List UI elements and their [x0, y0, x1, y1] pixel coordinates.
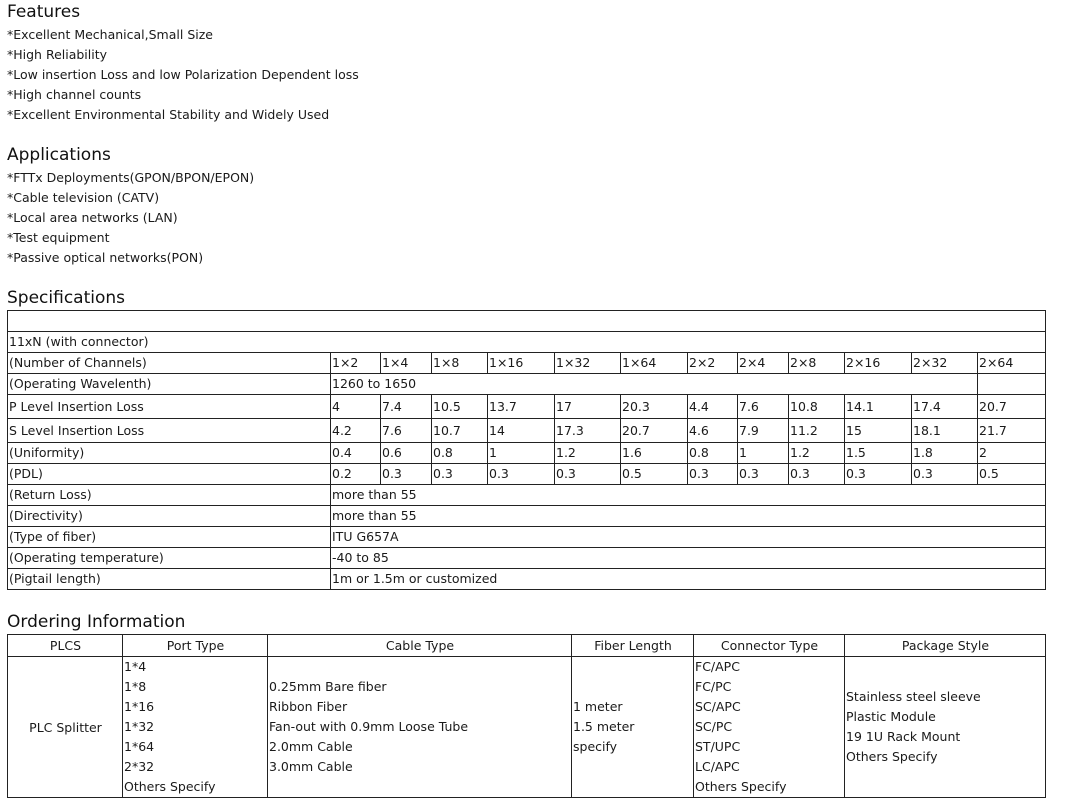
table-cell: 0.3 — [912, 464, 978, 485]
table-cell: 7.9 — [738, 419, 789, 443]
table-cell: 1×32 — [555, 353, 621, 374]
list-item: Others Specify — [846, 749, 938, 764]
list-item: *Excellent Mechanical,Small Size — [7, 27, 213, 42]
table-cell: 1×4 — [381, 353, 432, 374]
column-header: Cable Type — [268, 635, 572, 657]
table-cell: more than 55 — [331, 485, 1046, 506]
package-style-cell — [845, 657, 1046, 798]
table-cell: 14 — [488, 419, 555, 443]
list-item: 3.0mm Cable — [269, 759, 353, 774]
list-item: 0.25mm Bare fiber — [269, 679, 387, 694]
table-cell: 0.3 — [381, 464, 432, 485]
table-cell: 2×32 — [912, 353, 978, 374]
table-row — [8, 374, 1046, 395]
row-label: (Return Loss) — [8, 485, 331, 506]
table-header-row — [8, 635, 1046, 657]
table-row — [8, 657, 1046, 798]
table-cell: 13.7 — [488, 395, 555, 419]
list-item: SC/APC — [695, 699, 741, 714]
table-cell: 11.2 — [789, 419, 845, 443]
list-item: 2.0mm Cable — [269, 739, 353, 754]
column-header: Connector Type — [694, 635, 845, 657]
table-row — [8, 548, 1046, 569]
table-cell: 0.3 — [688, 464, 738, 485]
table-cell: 2×4 — [738, 353, 789, 374]
table-cell: 2 — [978, 443, 1046, 464]
column-header: Port Type — [123, 635, 268, 657]
table-cell: 1×16 — [488, 353, 555, 374]
table-cell: 20.7 — [621, 419, 688, 443]
column-header: PLCS — [8, 635, 123, 657]
table-cell: 0.2 — [331, 464, 381, 485]
table-cell: 1.2 — [555, 443, 621, 464]
applications-list — [7, 168, 254, 268]
row-label: (Uniformity) — [8, 443, 331, 464]
list-item: Others Specify — [695, 779, 787, 794]
port-type-cell — [123, 657, 268, 798]
table-cell: 14.1 — [845, 395, 912, 419]
list-item: Fan-out with 0.9mm Loose Tube — [269, 719, 469, 734]
connector-type-cell — [694, 657, 845, 798]
table-cell: 2×64 — [978, 353, 1046, 374]
table-cell: 1 — [488, 443, 555, 464]
list-item: *Low insertion Loss and low Polarization Dependent loss — [7, 67, 359, 82]
table-cell: 10.7 — [432, 419, 488, 443]
list-item: *High channel counts — [7, 87, 142, 102]
table-cell: 17.4 — [912, 395, 978, 419]
column-header: Package Style — [845, 635, 1046, 657]
table-cell: 0.5 — [978, 464, 1046, 485]
list-item: *Local area networks (LAN) — [7, 210, 178, 225]
fiber-length-cell — [572, 657, 694, 798]
list-item: Others Specify — [124, 779, 216, 794]
column-header: Fiber Length — [572, 635, 694, 657]
list-item: *Passive optical networks(PON) — [7, 250, 204, 265]
list-item: 19 1U Rack Mount — [846, 729, 961, 744]
table-cell: ITU G657A — [331, 527, 1046, 548]
table-row — [8, 569, 1046, 590]
table-cell: 1×2 — [331, 353, 381, 374]
spec-header-cell: 11xN (with connector) — [8, 332, 1046, 353]
table-row — [8, 419, 1046, 443]
table-row — [8, 443, 1046, 464]
list-item: 2*32 — [124, 759, 155, 774]
list-item: *Cable television (CATV) — [7, 190, 160, 205]
ordering-table — [7, 634, 1046, 798]
table-row — [8, 311, 1046, 332]
table-row — [8, 527, 1046, 548]
table-cell: 7.6 — [738, 395, 789, 419]
features-heading: Features — [7, 2, 81, 22]
table-cell: more than 55 — [331, 506, 1046, 527]
row-label: (Number of Channels) — [8, 353, 331, 374]
table-cell — [978, 374, 1046, 395]
table-cell: 4.4 — [688, 395, 738, 419]
list-item: Plastic Module — [846, 709, 936, 724]
table-cell: 1.8 — [912, 443, 978, 464]
list-item: ST/UPC — [695, 739, 741, 754]
table-cell: 4.6 — [688, 419, 738, 443]
list-item: 1*64 — [124, 739, 155, 754]
table-row — [8, 485, 1046, 506]
table-cell: 2×16 — [845, 353, 912, 374]
list-item: FC/PC — [695, 679, 732, 694]
table-cell: 15 — [845, 419, 912, 443]
table-cell: 21.7 — [978, 419, 1046, 443]
row-label: (Operating temperature) — [8, 548, 331, 569]
list-item: FC/APC — [695, 659, 740, 674]
table-cell: 1×8 — [432, 353, 488, 374]
cable-type-cell — [268, 657, 572, 798]
table-cell: 1.6 — [621, 443, 688, 464]
row-label: S Level Insertion Loss — [8, 419, 331, 443]
list-item: SC/PC — [695, 719, 733, 734]
table-cell: 0.3 — [738, 464, 789, 485]
table-row — [8, 506, 1046, 527]
table-cell: 0.3 — [432, 464, 488, 485]
list-item: specify — [573, 739, 618, 754]
list-item: LC/APC — [695, 759, 740, 774]
table-cell: 1×64 — [621, 353, 688, 374]
table-cell: 17 — [555, 395, 621, 419]
list-item: *FTTx Deployments(GPON/BPON/EPON) — [7, 170, 255, 185]
table-cell: 0.5 — [621, 464, 688, 485]
table-cell: 0.3 — [845, 464, 912, 485]
row-label: (Directivity) — [8, 506, 331, 527]
table-cell: 0.8 — [688, 443, 738, 464]
table-row — [8, 332, 1046, 353]
table-cell: 2×8 — [789, 353, 845, 374]
list-item: *Excellent Environmental Stability and Widely Used — [7, 107, 330, 122]
features-list — [7, 25, 359, 125]
list-item: 1*8 — [124, 679, 147, 694]
list-item: 1*16 — [124, 699, 155, 714]
ordering-heading: Ordering Information — [7, 612, 186, 632]
table-cell: 1m or 1.5m or customized — [331, 569, 1046, 590]
row-label: (PDL) — [8, 464, 331, 485]
row-label: (Pigtail length) — [8, 569, 331, 590]
list-item: Stainless steel sleeve — [846, 689, 981, 704]
table-row — [8, 464, 1046, 485]
table-cell: 0.6 — [381, 443, 432, 464]
table-cell: 0.8 — [432, 443, 488, 464]
row-label: P Level Insertion Loss — [8, 395, 331, 419]
table-row — [8, 395, 1046, 419]
list-item: Ribbon Fiber — [269, 699, 348, 714]
list-item: *High Reliability — [7, 47, 108, 62]
list-item: 1.5 meter — [573, 719, 635, 734]
table-cell: 10.8 — [789, 395, 845, 419]
list-item: *Test equipment — [7, 230, 110, 245]
table-cell: 4.2 — [331, 419, 381, 443]
table-cell: 10.5 — [432, 395, 488, 419]
row-label: (Operating Wavelenth) — [8, 374, 331, 395]
table-cell: 0.4 — [331, 443, 381, 464]
list-item: 1*4 — [124, 659, 147, 674]
plcs-cell: PLC Splitter — [8, 657, 123, 798]
table-cell: 4 — [331, 395, 381, 419]
table-cell: 7.6 — [381, 419, 432, 443]
table-cell: 2×2 — [688, 353, 738, 374]
table-cell: 18.1 — [912, 419, 978, 443]
specifications-heading: Specifications — [7, 288, 126, 308]
table-cell: 1260 to 1650 — [331, 374, 978, 395]
table-cell: 17.3 — [555, 419, 621, 443]
table-cell: 1.2 — [789, 443, 845, 464]
list-item: 1 meter — [573, 699, 623, 714]
table-cell: 0.3 — [488, 464, 555, 485]
specifications-table — [7, 310, 1046, 590]
list-item: 1*32 — [124, 719, 155, 734]
table-cell: -40 to 85 — [331, 548, 1046, 569]
applications-heading: Applications — [7, 145, 111, 165]
table-row — [8, 353, 1046, 374]
row-label: (Type of fiber) — [8, 527, 331, 548]
table-cell: 0.3 — [789, 464, 845, 485]
table-cell: 0.3 — [555, 464, 621, 485]
table-cell: 7.4 — [381, 395, 432, 419]
table-cell: 1 — [738, 443, 789, 464]
table-cell: 20.7 — [978, 395, 1046, 419]
table-cell: 1.5 — [845, 443, 912, 464]
table-cell: 20.3 — [621, 395, 688, 419]
